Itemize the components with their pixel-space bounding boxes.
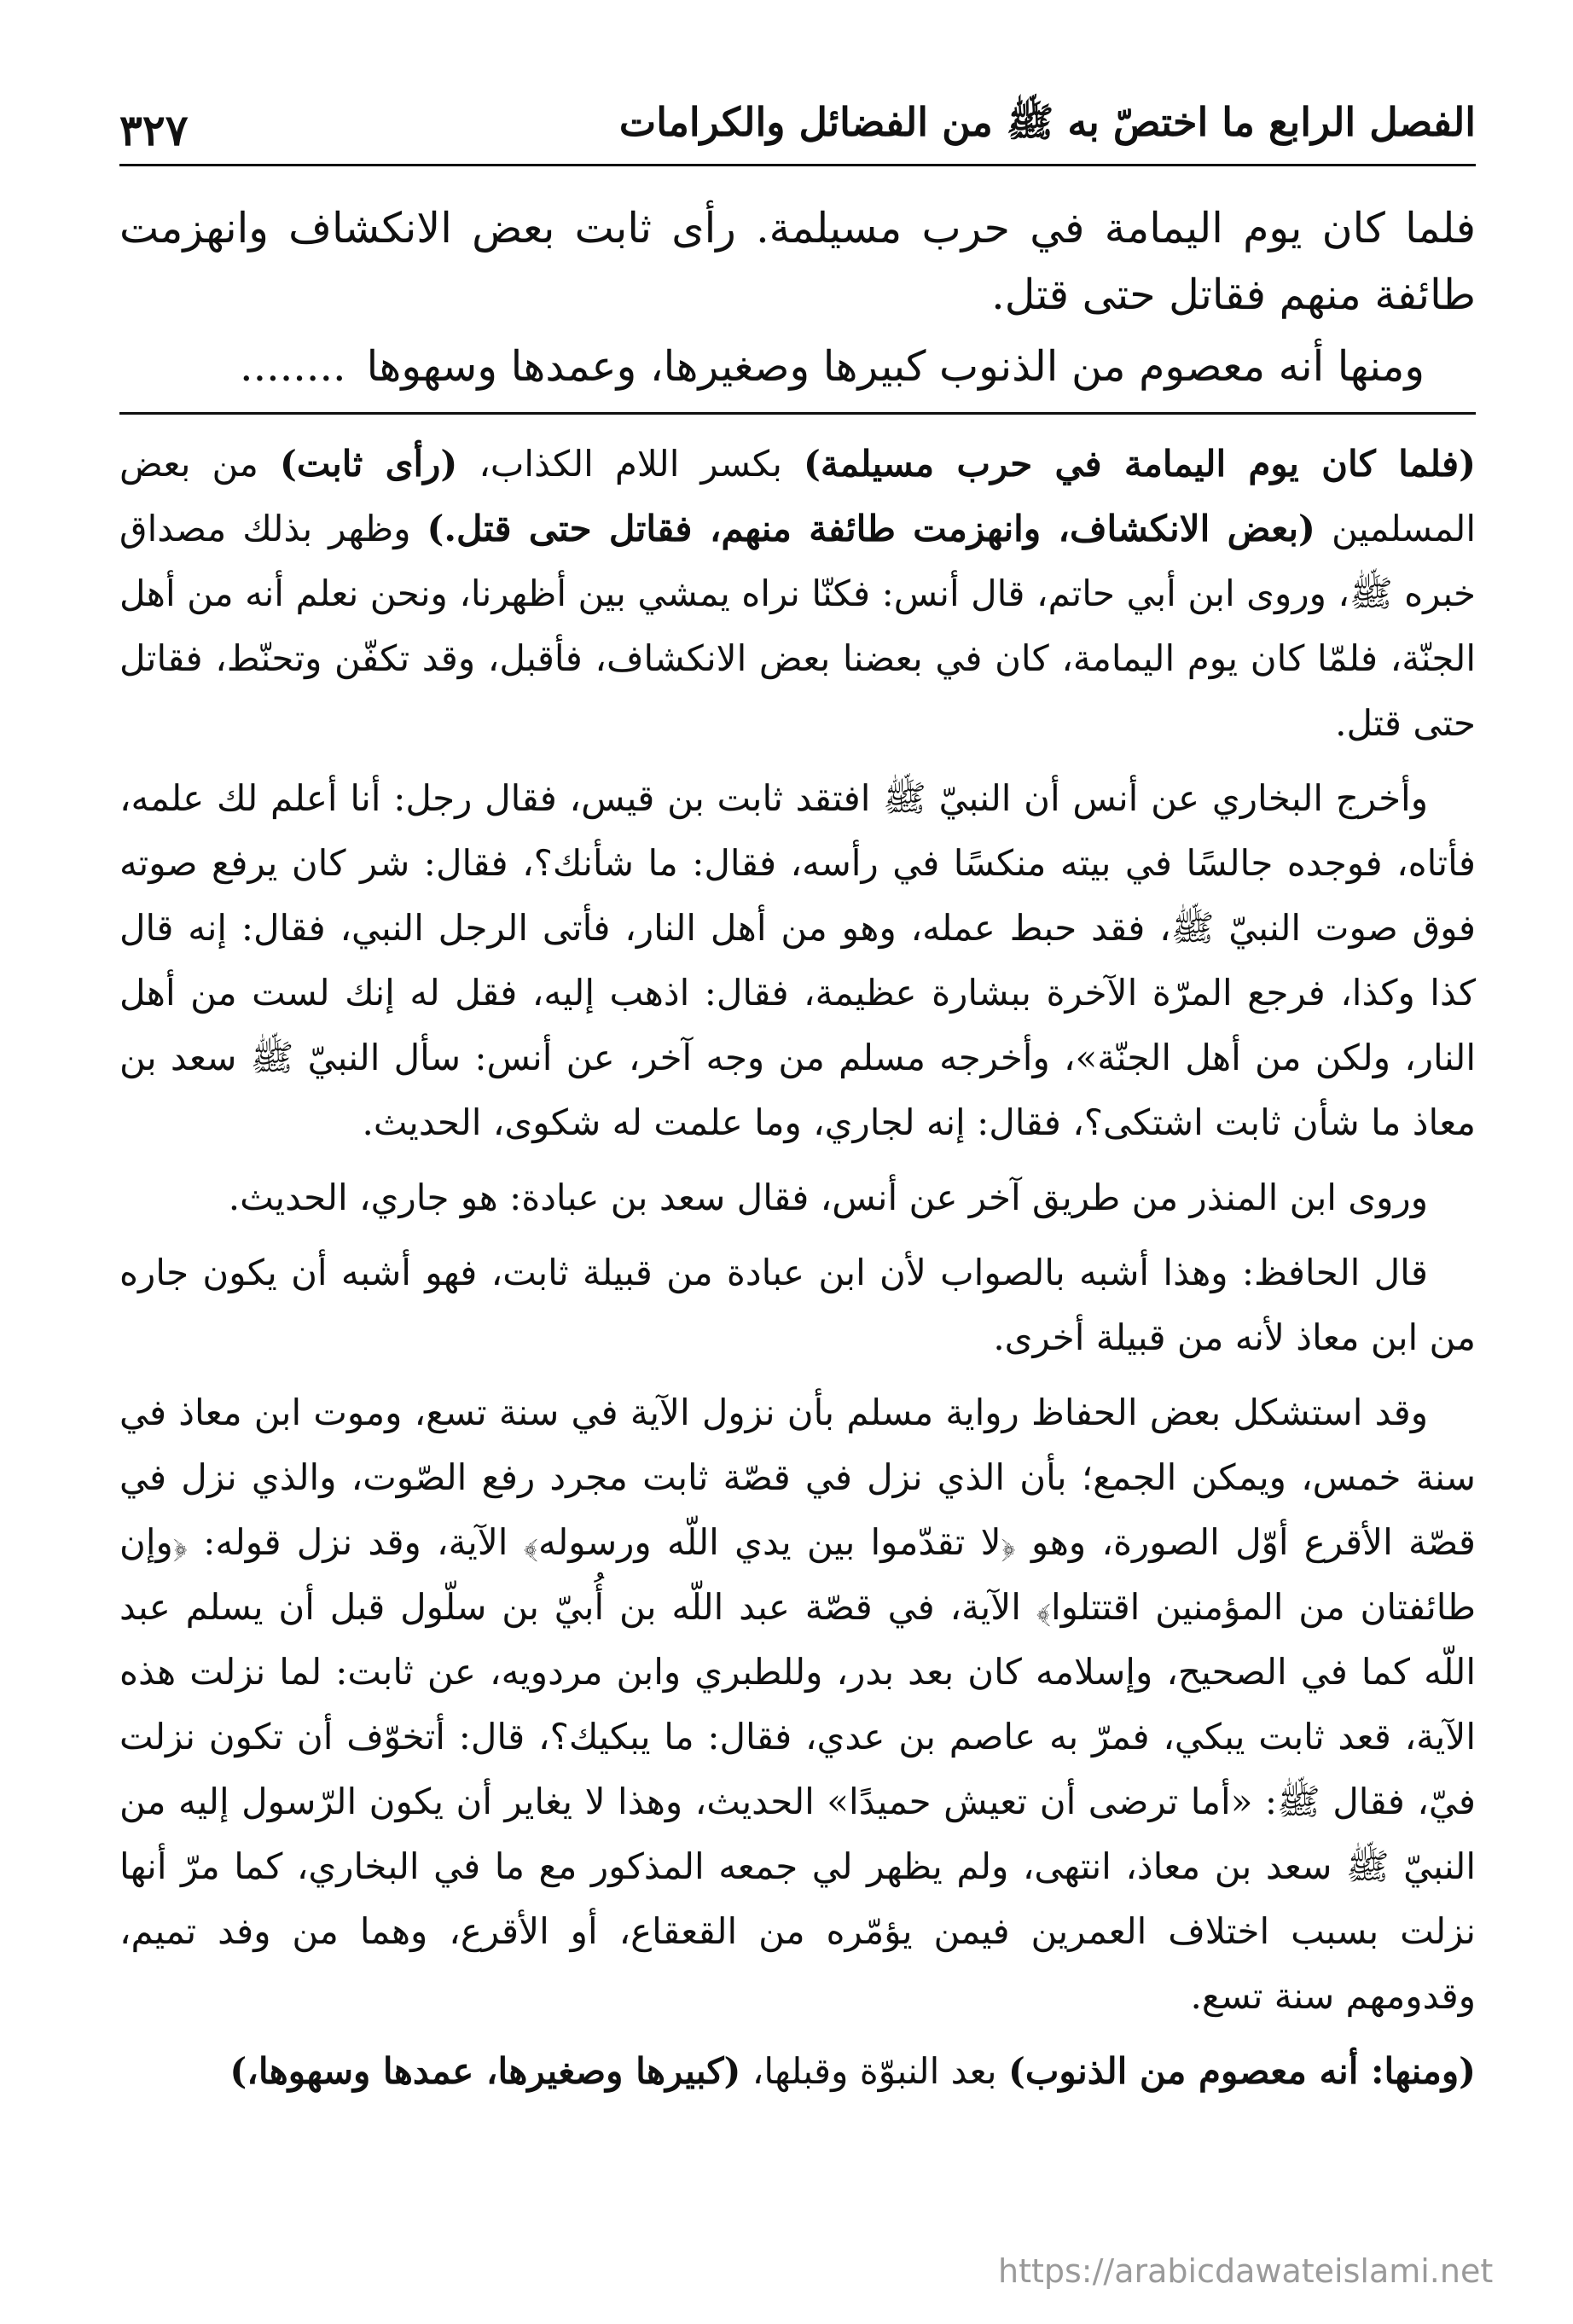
commentary-divider — [119, 412, 1476, 415]
commentary-paragraph — [119, 432, 1476, 756]
commentary-text: من بعض المسلمين — [119, 443, 1476, 549]
main-text-line: طائفة منهم فقاتل حتى قتل. — [991, 270, 1476, 319]
main-text-line: ومنها أنه معصوم من الذنوب كبيرها وصغيرها، وعمدها وسهوها — [366, 342, 1425, 391]
main-text-paragraph — [119, 195, 1476, 328]
watermark-url: https://arabicdawateislami.net — [998, 2252, 1494, 2290]
page-number: ٣٢٧ — [119, 105, 189, 155]
running-header — [119, 94, 1476, 155]
header-divider — [119, 164, 1476, 166]
main-text — [119, 195, 1476, 400]
quoted-text: (ومنها: أنه معصوم من الذنوب) — [1007, 2050, 1476, 2092]
commentary — [119, 432, 1476, 2104]
commentary-paragraph: وأخرج البخاري عن أنس أن النبيّ ﷺ افتقد ثابت بن قيس، فقال رجل: أنا أعلم لك علمه، فأتاه، فوجده جالسًا في بيته منكسًا في رأسه، فقال: ما شأنك؟، فقال: شر كان يرفع صوته فوق صوت النبيّ ﷺ، فقد حبط عمله، وهو من أهل النار، فأتى الرجل النبي، فقال: إنه قال كذا وكذا، فرجع المرّة الآخرة ببشارة عظيمة، فقال: اذهب إليه، فقل له إنك لست من أهل النار، ولكن من أهل الجنّة»، وأخرجه مسلم من وجه آخر، عن أنس: سأل النبيّ ﷺ سعد بن معاذ ما شأن ثابت اشتكى؟، فقال: إنه لجاري، وما علمت له شكوى، الحديث. — [119, 777, 1476, 1143]
chapter-title: الفصل الرابع ما اختصّ به ﷺ من الفضائل والكرامات — [618, 99, 1476, 145]
main-text-paragraph — [119, 334, 1476, 400]
commentary-paragraph: وقد استشكل بعض الحفاظ رواية مسلم بأن نزول الآية في سنة تسع، وموت ابن معاذ في سنة خمس، ويمكن الجمع؛ بأن الذي نزل في قصّة ثابت مجرد رفع الصّوت، والذي نزل في قصّة الأقرع أوّل الصورة، وهو ﴿لا تقدّموا بين يدي اللّه ورسوله﴾ الآية، وقد نزل قوله: ﴿وإن طائفتان من المؤمنين اقتتلوا﴾ الآية، في قصّة عبد اللّه بن أُبيّ بن سلّول قبل أن يسلم عبد اللّه كما في الصحيح، وإسلامه كان بعد بدر، وللطبري وابن مردويه، عن ثابت: لما نزلت هذه الآية، قعد ثابت يبكي، فمرّ به عاصم بن عدي، فقال: ما يبكيك؟، قال: أتخوّف أن تكون نزلت فيّ، فقال ﷺ: «أما ترضى أن تعيش حميدًا» الحديث، وهذا لا يغاير أن يكون الرّسول إليه من النبيّ ﷺ سعد بن معاذ، انتهى، ولم يظهر لي جمعه المذكور مع ما في البخاري، كما مرّ أنها نزلت بسبب اختلاف العمرين فيمن يؤمّره من القعقاع، أو الأقرع، وهما من وفد تميم، وقدومهم سنة تسع. — [119, 1391, 1476, 2017]
commentary-paragraph: وروى ابن المنذر من طريق آخر عن أنس، فقال سعد بن عبادة: هو جاري، الحديث. — [228, 1177, 1428, 1218]
quoted-text: (رأى ثابت) — [279, 443, 458, 485]
main-text-line: فلما كان يوم اليمامة في حرب مسيلمة. رأى ثابت بعض الانكشاف وانهزمت — [119, 204, 1476, 253]
commentary-paragraph: قال الحافظ: وهذا أشبه بالصواب لأن ابن عبادة من قبيلة ثابت، فهو أشبه أن يكون جاره من ابن معاذ لأنه من قبيلة أخرى. — [119, 1252, 1476, 1358]
quoted-text: (كبيرها وصغيرها، عمدها وسهوها،) — [229, 2050, 741, 2092]
commentary-text: وظهر بذلك مصداق خبره ﷺ، وروى ابن أبي حاتم، قال أنس: فكنّا نراه يمشي بين أظهرنا، ونحن نعلم أنه من أهل الجنّة، فلمّا كان يوم اليمامة، كان في بعضنا بعض الانكشاف، فأقبل، وقد تكفّن وتحنّط، فقاتل حتى قتل. — [119, 508, 1476, 744]
quoted-text: (بعض الانكشاف، وانهزمت طائفة منهم، فقاتل حتى قتل.) — [427, 508, 1315, 549]
commentary-text: بعد النبوّة وقبلها، — [740, 2050, 1008, 2092]
commentary-paragraph — [119, 2039, 1476, 2104]
ellipsis-dots: ........ — [240, 342, 346, 391]
quoted-text: (فلما كان يوم اليمامة في حرب مسيلمة) — [803, 443, 1477, 485]
commentary-text: بكسر اللام الكذاب، — [457, 443, 804, 485]
book-page — [119, 94, 1476, 2244]
